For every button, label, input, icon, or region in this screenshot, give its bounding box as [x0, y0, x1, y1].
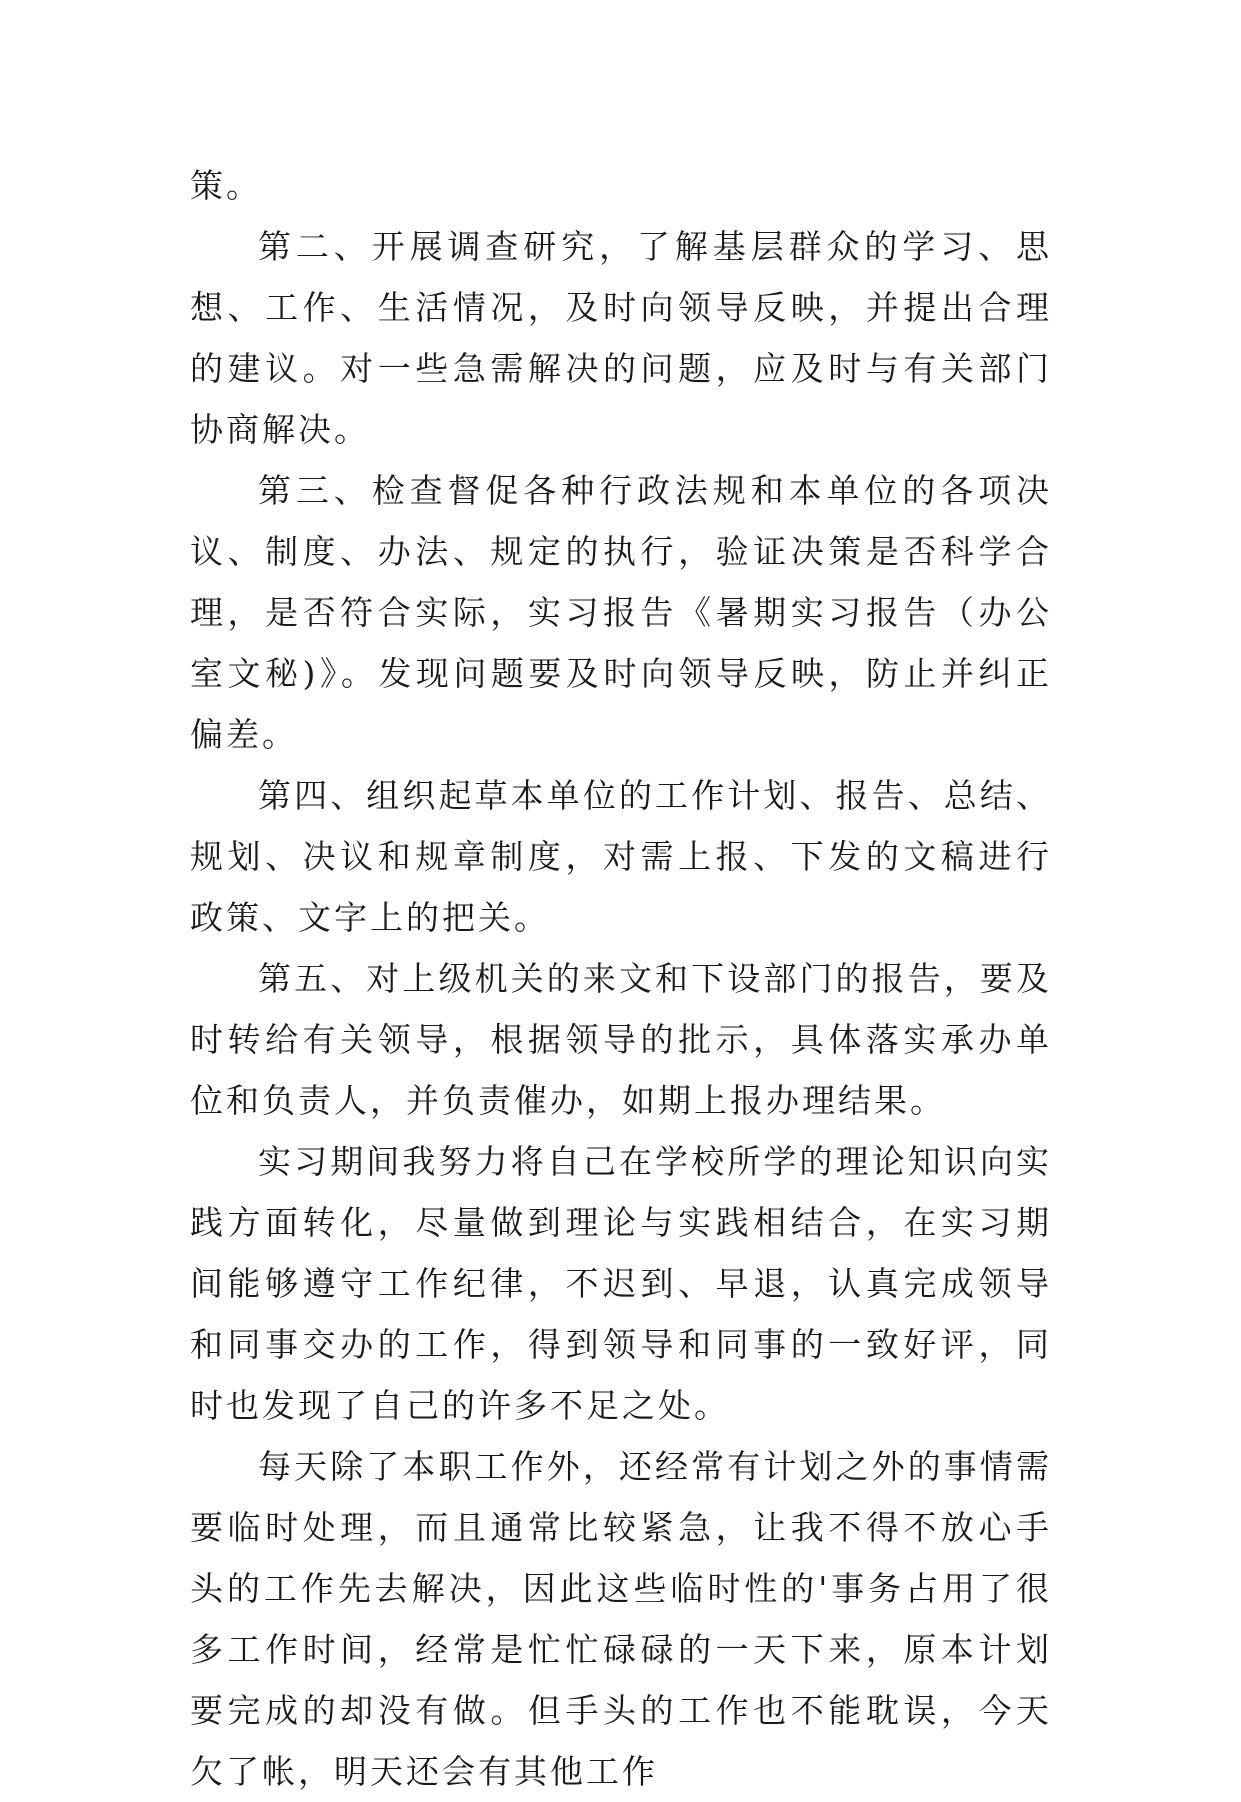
paragraph-item-two: 第二、开展调查研究，了解基层群众的学习、思想、工作、生活情况，及时向领导反映，并提出合理的建议。对一些急需解决的问题，应及时与有关部门协商解决。	[190, 227, 1052, 449]
paragraph-internship-summary: 实习期间我努力将自己在学校所学的理论知识向实践方面转化，尽量做到理论与实践相结合，在实习期间能够遵守工作纪律，不迟到、早退，认真完成领导和同事交办的工作，得到领导和同事的一致好评，同时也发现了自己的许多不足之处。	[190, 1142, 1052, 1425]
document-body	[190, 155, 1052, 1802]
paragraph-item-five: 第五、对上级机关的来文和下设部门的报告，要及时转给有关领导，根据领导的批示，具体落实承办单位和负责人，并负责催办，如期上报办理结果。	[190, 959, 1052, 1120]
paragraph-daily-work: 每天除了本职工作外，还经常有计划之外的事情需要临时处理，而且通常比较紧急，让我不得不放心手头的工作先去解决，因此这些临时性的'事务占用了很多工作时间，经常是忙忙碌碌的一天下来，原本计划要完成的却没有做。但手头的工作也不能耽误，今天欠了帐，明天还会有其他工作	[190, 1447, 1052, 1791]
paragraph-item-four: 第四、组织起草本单位的工作计划、报告、总结、规划、决议和规章制度，对需上报、下发的文稿进行政策、文字上的把关。	[190, 776, 1052, 937]
paragraph-item-three: 第三、检查督促各种行政法规和本单位的各项决议、制度、办法、规定的执行，验证决策是否科学合理，是否符合实际，实习报告《暑期实习报告（办公室文秘)》。发现问题要及时向领导反映，防止并纠正偏差。	[190, 471, 1052, 754]
paragraph-continuation: 策。	[190, 166, 262, 205]
